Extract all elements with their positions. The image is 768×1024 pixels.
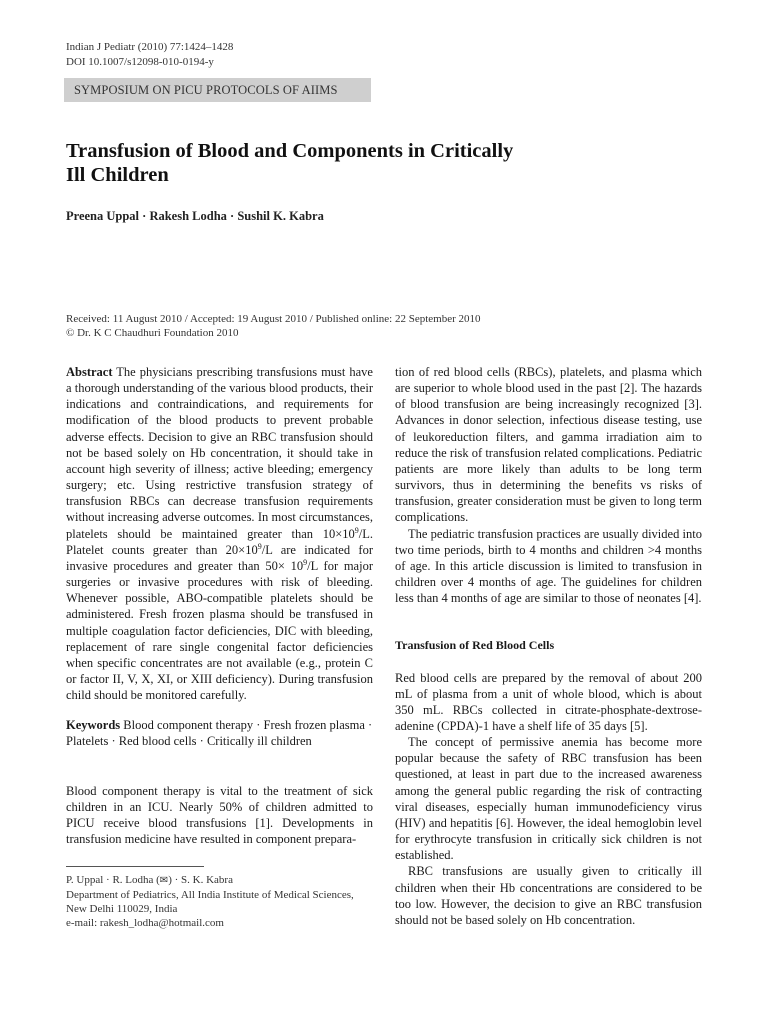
keywords-text: Blood component therapy · Fresh frozen plasma · Platelets · Red blood cells · Critically ill children (66, 718, 373, 749)
author-list: Preena Uppal · Rakesh Lodha · Sushil K. Kabra (66, 209, 324, 223)
email[interactable]: e-mail: rakesh_lodha@hotmail.com (66, 917, 224, 929)
author-names (66, 873, 354, 888)
author-affiliation (66, 873, 354, 930)
title-line-2: Ill Children (66, 164, 169, 186)
journal-citation: Indian J Pediatr (2010) 77:1424–1428 (66, 41, 234, 53)
abstract-sup-1: 9 (354, 525, 359, 535)
city: New Delhi 110029, India (66, 903, 178, 915)
body-paragraph-2: The pediatric transfusion practices are usually divided into two time periods, birth to 4 months and children >4 months of age. In this article discussion is limited to transfusion in children over 4 months of age. The guidelines for children less than 4 months of age are similar to those of neonates [4]. (395, 526, 702, 606)
footnote-divider (66, 866, 204, 867)
abstract (66, 364, 373, 703)
received-accepted-published: Received: 11 August 2010 / Accepted: 19 August 2010 / Published online: 22 September 2010 (66, 313, 481, 325)
symposium-banner: SYMPOSIUM ON PICU PROTOCOLS OF AIIMS (64, 78, 371, 102)
intro-paragraph: Blood component therapy is vital to the treatment of sick children in an ICU. Nearly 50% of children admitted to PICU receive blood transfusions [1]. Developments in transfusion medicine have resulted in component prepara- (66, 783, 373, 847)
body-paragraph-3: Red blood cells are prepared by the removal of about 200 mL of plasma from a unit of whole blood, which is about 350 mL. RBCs collected in citrate-phosphate-dextrose-adenine (CPDA)-1 have a shelf life of 35 days [5]. (395, 670, 702, 733)
copyright-line: © Dr. K C Chaudhuri Foundation 2010 (66, 327, 239, 339)
abstract-sup-3: 9 (303, 557, 308, 567)
keywords-label: Keywords (66, 718, 121, 733)
body-paragraph-5: RBC transfusions are usually given to critically ill children when their Hb concentrations are considered to be too low. However, the decision to give an RBC transfusion should not be based solely on Hb concentration. (395, 864, 702, 927)
journal-reference (66, 40, 233, 70)
publication-dates (66, 312, 481, 340)
abstract-text-a: The physicians prescribing transfusions must have a thorough understanding of the various blood products, their indications and contraindications, and requirements for modification of the blood products to prevent probable adverse effects. Decision to give an RBC transfusion should not be based solely on Hb concentration, it should take in account high severity of illness; active bleeding; emergency surgery; etc. Using restrictive transfusion strategy of transfusion RBCs can decrease transfusion requirements without increasing adverse outcomes. In most circumstances, platelets should be maintained greater than 10×10 (66, 365, 373, 541)
department: Department of Pediatrics, All India Institute of Medical Sciences, (66, 889, 354, 901)
journal-doi: DOI 10.1007/s12098-010-0194-y (66, 56, 214, 68)
left-column (66, 364, 373, 847)
author-names-a: P. Uppal · R. Lodha ( (66, 874, 160, 886)
abstract-text-c: /L are indicated for invasive procedures and greater than 50× 10 (66, 542, 374, 573)
abstract-label: Abstract (66, 365, 113, 379)
envelope-icon: ✉ (159, 875, 169, 886)
section-heading: Transfusion of Red Blood Cells (395, 638, 555, 653)
right-column (395, 364, 702, 928)
author-names-b: ) · S. K. Kabra (168, 874, 233, 886)
article-title (66, 139, 626, 187)
abstract-text-b: /L. Platelet counts greater than 20×10 (66, 526, 373, 557)
abstract-sup-2: 9 (257, 541, 262, 551)
title-line-1: Transfusion of Blood and Components in Critically (66, 140, 514, 162)
body-paragraph-1: tion of red blood cells (RBCs), platelets, and plasma which are superior to whole blood used in the past [2]. The hazards of blood transfusion are being increasingly recognized [3]. Advances in donor selection, infectious disease testing, use of leukoreduction filters, and gamma irradiation aim to reduce the risk of transfusion related complications. Pediatric patients are more likely than adults to be long term survivors, thus in determining the benefits vs risks of transfusion, greater consideration must be given to long term complications. (395, 365, 702, 525)
keywords (66, 717, 373, 749)
body-paragraph-4: The concept of permissive anemia has become more popular because the safety of RBC transfusion has been questioned, at least in part due to the increased awareness among the general public regarding the risk of contracting viral diseases, especially human immunodeficiency virus (HIV) and hepatitis [6]. However, the ideal hemoglobin level for erythrocyte transfusion in critically sick children is not established. (395, 735, 702, 863)
abstract-text-d: /L for major surgeries or invasive procedures with risk of bleeding. Whenever possible, ABO-compatible platelets should be administered. Fresh frozen plasma should be transfused in multiple coagulation factor deficiencies, DIC with bleeding, replacement of rare single congenital factor deficiencies when specific concentrates are not available (e.g., protein C or factor II, V, X, XI, or XIII deficiency). During transfusion child should be monitored carefully. (66, 558, 373, 703)
